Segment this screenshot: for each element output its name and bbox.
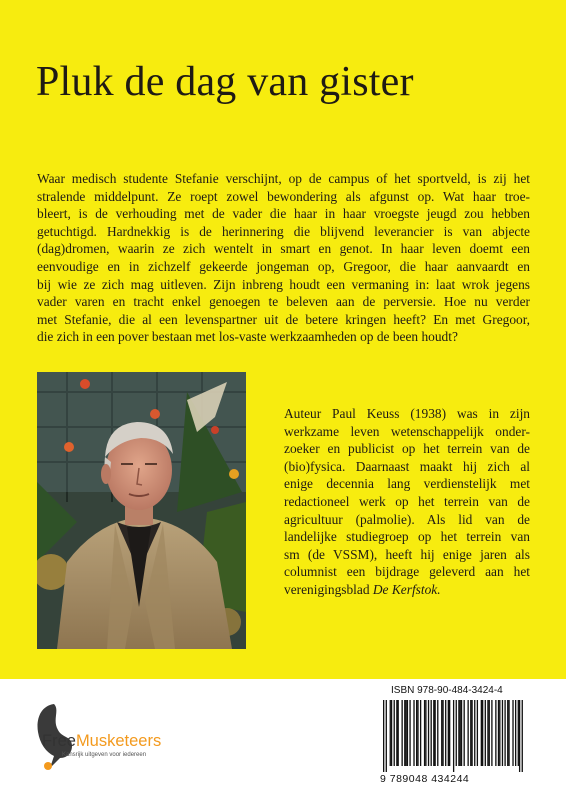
author-photo <box>37 372 246 649</box>
barcode-bar <box>471 700 472 766</box>
barcode-bar <box>396 700 397 766</box>
bio-line: redactioneel werk op het terrein van de <box>284 493 530 509</box>
blurb-line: eenvoudige en in zichzelf gekeerde jongeman op, Gregoor, die haar aanvaardt en <box>37 258 530 274</box>
publisher-name <box>42 732 161 751</box>
blurb-line: bij wie ze zich mag uitleven. Zijn inbreng houdt een vermaning in: laat wrok jegens <box>37 276 530 292</box>
bio-line: agricultuur (palmolie). Als lid van de <box>284 511 530 527</box>
barcode-bar <box>431 700 432 766</box>
isbn-label: ISBN 978-90-484-3424-4 <box>391 685 503 696</box>
barcode-bar <box>413 700 414 766</box>
barcode-bar <box>417 700 418 766</box>
blurb-line: bleert, is de verhouding met de vader die haar in haar vroegste jeugd zou hebben <box>37 206 530 222</box>
barcode-bar <box>383 700 384 772</box>
barcode-bar <box>477 700 478 766</box>
barcode-bar <box>464 700 465 766</box>
barcode-bar <box>456 700 457 766</box>
barcode-bar <box>445 700 446 766</box>
barcode-bar <box>409 700 410 766</box>
barcode-bar <box>425 700 426 766</box>
barcode-bar <box>424 700 425 766</box>
back-cover-blurb <box>37 170 530 346</box>
barcode-bar <box>405 700 406 766</box>
barcode-bar <box>515 700 516 766</box>
barcode-bar <box>390 700 391 766</box>
bio-line: werkzame leven wetenschappelijk onder- <box>284 423 530 439</box>
barcode-bar <box>504 700 505 766</box>
barcode-bar <box>522 700 523 772</box>
barcode-bar <box>474 700 475 766</box>
publisher-tagline: Kansrijk uitgeven voor iedereen <box>62 752 147 758</box>
barcode-bar <box>428 700 429 766</box>
bio-last-text: verenigingsblad <box>284 581 373 597</box>
barcode-bar <box>404 700 405 766</box>
bio-line: Auteur Paul Keuss (1938) was in zijn <box>284 406 530 421</box>
book-title: Pluk de dag van gister <box>36 59 414 105</box>
barcode-bar <box>398 700 399 766</box>
barcode-bar <box>499 700 500 766</box>
bio-line: landelijke studiegroep op het terrein van <box>284 529 530 545</box>
barcode-bar <box>458 700 459 766</box>
barcode-bar <box>407 700 408 766</box>
bio-line: sm (de VSSM), heeft hij enige jaren als <box>284 546 530 562</box>
author-bio <box>284 405 530 599</box>
barcode-bar <box>491 700 492 766</box>
barcode-bar <box>507 700 508 766</box>
barcode-bar <box>453 700 454 772</box>
barcode-bar <box>487 700 488 766</box>
barcode-bar <box>518 700 519 766</box>
barcode-bar <box>485 700 486 766</box>
barcode-bar <box>502 700 503 766</box>
bio-line-last <box>284 581 530 599</box>
barcode-bar <box>437 700 438 766</box>
barcode-bar <box>482 700 483 766</box>
bio-line: columnist een bijdrage geleverd aan het <box>284 564 530 580</box>
barcode-bar <box>512 700 513 766</box>
barcode-bar <box>498 700 499 766</box>
blurb-line: getuchtigd. Hardnekkig is de herinnering die blijvend leverancier is van abjecte <box>37 223 530 239</box>
barcode-bar <box>448 700 449 766</box>
blurb-line: met Stefanie, die al een levenspartner uit de betere kringen heeft? En met Gregoor, <box>37 311 530 327</box>
barcode-bar <box>508 700 509 766</box>
barcode-bar <box>442 700 443 766</box>
barcode-digits: 9 789048 434244 <box>380 773 470 785</box>
blurb-line: die zich in een pover bestaan met los-vaste werkzaamheden op de been houdt? <box>37 329 458 345</box>
blurb-line: vader varen en tracht enkel genoegen te beleven aan de perversie. Hoe nu verder <box>37 294 530 310</box>
barcode-bar <box>481 700 482 766</box>
barcode-bar <box>489 700 490 766</box>
barcode-icon <box>377 698 527 778</box>
barcode-bar <box>441 700 442 766</box>
author-portrait-illustration <box>37 372 246 649</box>
barcode-bar <box>416 700 417 766</box>
barcode-bar <box>495 700 496 766</box>
barcode-bar <box>433 700 434 766</box>
barcode-bar <box>394 700 395 766</box>
blurb-line: stralende middelpunt. Ze roept zowel bewondering als afgunst op. Wat haar troe- <box>37 188 530 204</box>
bio-line: enige decennia lang verdienstelijk met <box>284 476 530 492</box>
barcode-bar <box>401 700 402 766</box>
barcode-bar <box>449 700 450 766</box>
barcode-bar <box>470 700 471 766</box>
barcode-bar <box>391 700 392 766</box>
magazine-title: De Kerfstok. <box>372 581 441 597</box>
barcode-bar <box>519 700 520 772</box>
bio-line: (bio)fysica. Daarnaast maakt hij zich al <box>284 458 530 474</box>
barcode-bar <box>460 700 461 766</box>
blurb-line: Waar medisch studente Stefanie verschijnt, op de campus of het sportveld, is zij het <box>37 171 530 186</box>
barcode-bar <box>434 700 435 766</box>
barcode-bar <box>420 700 421 766</box>
barcode-bar <box>461 700 462 766</box>
publisher-name-musketeers: Musketeers <box>75 732 162 750</box>
blurb-line: (dag)dromen, waarin ze zich wentelt in smart en genot. In haar leven doemt een <box>37 241 530 257</box>
publisher-name-free: Free <box>42 732 76 750</box>
bio-line: zoeker en publicist op het terrein van de <box>284 441 530 457</box>
barcode-bar <box>386 700 387 772</box>
barcode-bar <box>467 700 468 766</box>
